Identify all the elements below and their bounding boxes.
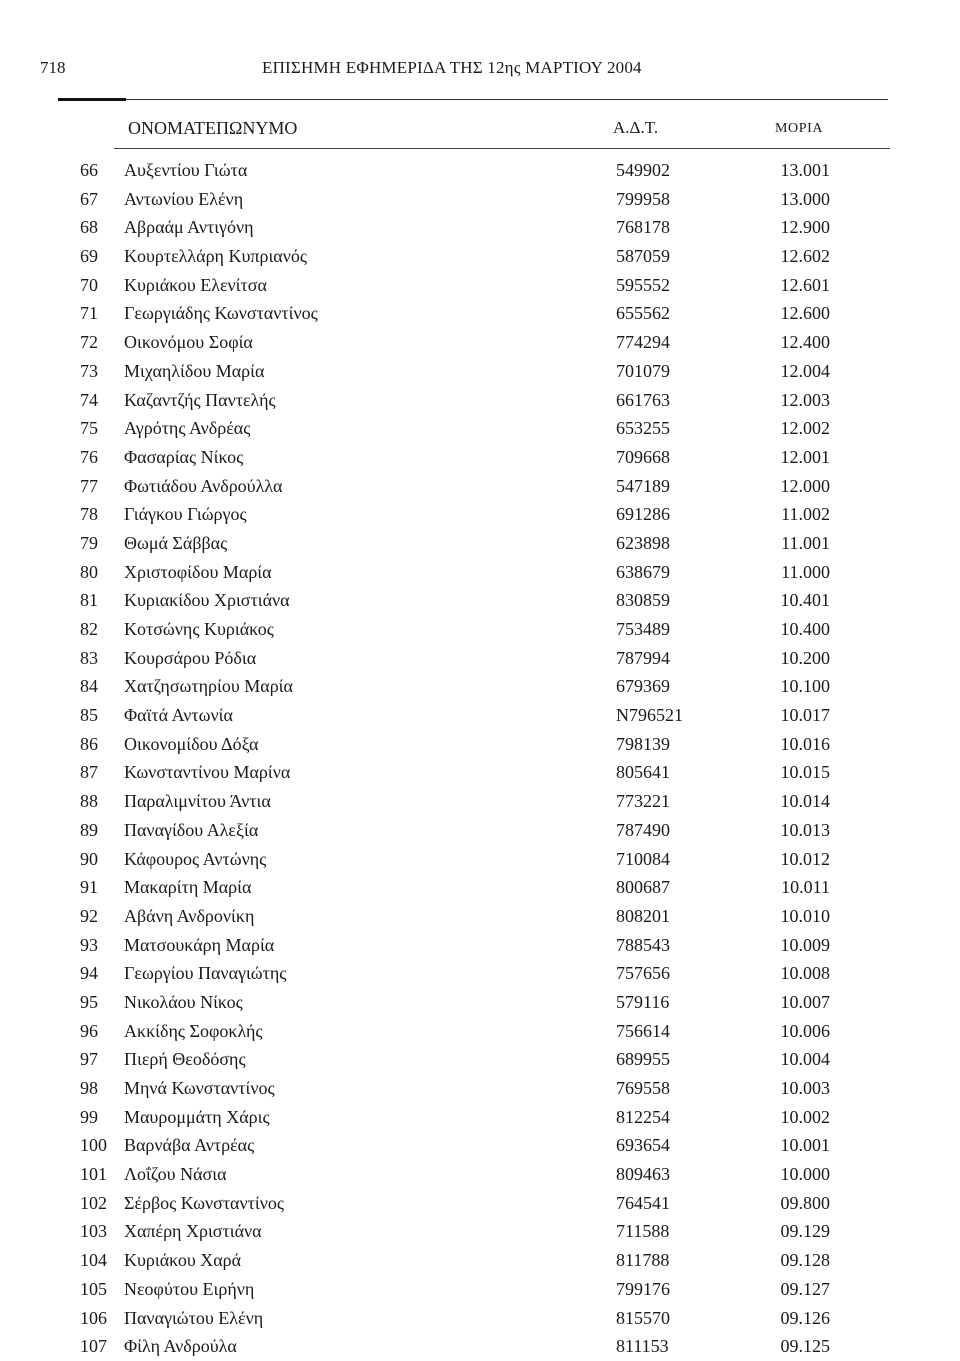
row-number: 93 — [80, 934, 98, 955]
row-number: 84 — [80, 676, 98, 697]
table-row — [0, 271, 960, 300]
row-adt: 805641 — [616, 762, 670, 783]
row-moria: 10.010 — [780, 905, 830, 926]
row-adt: 768178 — [616, 217, 670, 238]
header-rule-thick — [58, 98, 126, 101]
row-name: Νικολάου Νίκος — [124, 991, 243, 1012]
row-name: Φωτιάδου Ανδρούλλα — [124, 475, 283, 496]
row-adt: 711588 — [616, 1221, 670, 1242]
row-moria: 13.000 — [780, 188, 830, 209]
table-row — [0, 500, 960, 529]
table-row — [0, 1332, 960, 1361]
row-number: 104 — [80, 1250, 107, 1271]
table-row — [0, 931, 960, 960]
row-adt: 757656 — [616, 963, 670, 984]
table-row — [0, 1246, 960, 1275]
row-moria: 10.011 — [781, 877, 830, 898]
row-number: 68 — [80, 217, 98, 238]
row-adt: 701079 — [616, 360, 670, 381]
row-name: Οικονομίδου Δόξα — [124, 733, 259, 754]
row-adt: 710084 — [616, 848, 670, 869]
row-moria: 10.016 — [780, 733, 830, 754]
row-name: Κυριακίδου Χριστιάνα — [124, 590, 290, 611]
table-row — [0, 1189, 960, 1218]
row-moria: 12.004 — [780, 360, 830, 381]
row-moria: 10.009 — [780, 934, 830, 955]
row-name: Σέρβος Κωνσταντίνος — [124, 1192, 284, 1213]
row-moria: 12.003 — [780, 389, 830, 410]
row-number: 77 — [80, 475, 98, 496]
row-name: Νεοφύτου Ειρήνη — [124, 1278, 255, 1299]
row-adt: 653255 — [616, 418, 670, 439]
row-number: 83 — [80, 647, 98, 668]
row-number: 69 — [80, 246, 98, 267]
table-row — [0, 586, 960, 615]
row-number: 71 — [80, 303, 98, 324]
row-name: Βαρνάβα Αντρέας — [124, 1135, 255, 1156]
row-moria: 11.001 — [781, 532, 830, 553]
row-moria: 09.127 — [780, 1278, 830, 1299]
row-name: Αβάνη Ανδρονίκη — [124, 905, 255, 926]
row-adt: 691286 — [616, 504, 670, 525]
row-name: Πιερή Θεοδόσης — [124, 1049, 246, 1070]
row-number: 85 — [80, 705, 98, 726]
row-moria: 10.401 — [780, 590, 830, 611]
row-name: Χατζησωτηρίου Μαρία — [124, 676, 293, 697]
row-name: Κωνσταντίνου Μαρίνα — [124, 762, 291, 783]
row-number: 99 — [80, 1106, 98, 1127]
row-name: Φασαρίας Νίκος — [124, 446, 244, 467]
row-number: 75 — [80, 418, 98, 439]
table-row — [0, 156, 960, 185]
row-moria: 12.001 — [780, 446, 830, 467]
column-header-name: ΟΝΟΜΑΤΕΠΩΝΥΜΟ — [128, 118, 298, 138]
row-adt: 808201 — [616, 905, 670, 926]
row-number: 107 — [80, 1336, 107, 1357]
row-adt: 798139 — [616, 733, 670, 754]
row-moria: 10.006 — [780, 1020, 830, 1041]
column-header-adt: Α.Δ.Τ. — [613, 118, 659, 137]
row-number: 80 — [80, 561, 98, 582]
row-adt: 809463 — [616, 1164, 670, 1185]
row-moria: 12.900 — [780, 217, 830, 238]
row-moria: 09.126 — [780, 1307, 830, 1328]
row-number: 88 — [80, 791, 98, 812]
row-number: 101 — [80, 1164, 107, 1185]
table-row — [0, 1160, 960, 1189]
row-name: Παραλιμνίτου Άντια — [124, 791, 271, 812]
row-name: Μακαρίτη Μαρία — [124, 877, 252, 898]
table-row — [0, 730, 960, 759]
row-name: Φαϊτά Αντωνία — [124, 705, 233, 726]
table-row — [0, 1304, 960, 1333]
row-moria: 10.001 — [780, 1135, 830, 1156]
row-name: Κοτσώνης Κυριάκος — [124, 619, 274, 639]
row-number: 90 — [80, 848, 98, 869]
row-number: 100 — [80, 1135, 107, 1156]
page-number: 718 — [40, 58, 66, 77]
row-number: 95 — [80, 991, 98, 1012]
row-adt: 638679 — [616, 561, 670, 582]
row-adt: 800687 — [616, 877, 670, 898]
row-number: 67 — [80, 188, 98, 209]
row-adt: 787994 — [616, 647, 670, 668]
row-moria: 12.002 — [780, 418, 830, 439]
row-adt: 595552 — [616, 274, 670, 295]
row-number: 78 — [80, 504, 98, 525]
row-moria: 12.400 — [780, 332, 830, 353]
table-header — [0, 118, 960, 142]
row-moria: 10.007 — [780, 991, 830, 1012]
row-number: 92 — [80, 905, 98, 926]
row-adt: 787490 — [616, 819, 670, 840]
table-row — [0, 1045, 960, 1074]
row-moria: 10.400 — [780, 619, 830, 639]
row-name: Αβραάμ Αντιγόνη — [124, 217, 254, 238]
row-name: Αντωνίου Ελένη — [124, 188, 244, 209]
row-number: 96 — [80, 1020, 98, 1041]
table-row — [0, 1217, 960, 1246]
row-adt: 799176 — [616, 1278, 670, 1299]
row-number: 73 — [80, 360, 98, 381]
row-number: 82 — [80, 619, 98, 639]
page-header — [0, 58, 960, 82]
row-number: 94 — [80, 963, 98, 984]
row-name: Γεωργιάδης Κωνσταντίνος — [124, 303, 318, 324]
row-moria: 10.003 — [780, 1078, 830, 1098]
table-row — [0, 1131, 960, 1160]
row-moria: 10.002 — [780, 1106, 830, 1127]
row-adt: 753489 — [616, 619, 670, 639]
table-row — [0, 1017, 960, 1046]
table-header-rule — [114, 148, 890, 149]
row-moria: 09.128 — [780, 1250, 830, 1271]
row-adt: 830859 — [616, 590, 670, 611]
table-row — [0, 299, 960, 328]
header-rule — [126, 99, 888, 100]
row-name: Γεωργίου Παναγιώτης — [124, 963, 287, 984]
table-row — [0, 644, 960, 673]
table-row — [0, 357, 960, 386]
row-moria: 10.012 — [780, 848, 830, 869]
row-number: 87 — [80, 762, 98, 783]
table-row — [0, 845, 960, 874]
row-adt: 799958 — [616, 188, 670, 209]
table-row — [0, 787, 960, 816]
row-adt: 756614 — [616, 1020, 670, 1041]
table-row — [0, 472, 960, 501]
row-number: 91 — [80, 877, 98, 898]
row-moria: 12.600 — [780, 303, 830, 324]
row-number: 70 — [80, 274, 98, 295]
row-adt: 788543 — [616, 934, 670, 955]
row-moria: 10.100 — [780, 676, 830, 697]
row-number: 74 — [80, 389, 98, 410]
row-moria: 10.008 — [780, 963, 830, 984]
column-header-moria: ΜΟΡΙΑ — [775, 121, 824, 136]
row-adt: 773221 — [616, 791, 670, 812]
gazette-title: ΕΠΙΣΗΜΗ ΕΦΗΜΕΡΙΔΑ ΤΗΣ 12ης ΜΑΡΤΙΟΥ 2004 — [262, 58, 642, 77]
row-name: Κάφουρος Αντώνης — [124, 848, 267, 869]
row-name: Φίλη Ανδρούλα — [124, 1336, 237, 1357]
table-row — [0, 615, 960, 644]
row-moria: 10.017 — [780, 705, 830, 726]
row-moria: 09.800 — [780, 1192, 830, 1213]
row-adt: 661763 — [616, 389, 670, 410]
row-name: Παναγίδου Αλεξία — [124, 819, 259, 840]
table-row — [0, 529, 960, 558]
row-moria: 09.125 — [780, 1336, 830, 1357]
row-number: 98 — [80, 1078, 98, 1098]
row-name: Κουρσάρου Ρόδια — [124, 647, 257, 668]
row-adt: 811153 — [616, 1336, 669, 1357]
row-name: Θωμά Σάββας — [124, 532, 228, 553]
table-row — [0, 242, 960, 271]
table-row — [0, 328, 960, 357]
table-row — [0, 1074, 960, 1103]
table-row — [0, 816, 960, 845]
row-adt: 815570 — [616, 1307, 670, 1328]
row-name: Κυριάκου Ελενίτσα — [124, 274, 267, 295]
row-adt: 764541 — [616, 1192, 670, 1213]
row-moria: 12.000 — [780, 475, 830, 496]
row-adt: 774294 — [616, 332, 670, 353]
row-adt: Ν796521 — [616, 705, 683, 726]
row-number: 103 — [80, 1221, 107, 1242]
table-row — [0, 988, 960, 1017]
row-adt: 689955 — [616, 1049, 670, 1070]
row-adt: 811788 — [616, 1250, 670, 1271]
row-name: Αγρότης Ανδρέας — [124, 418, 251, 439]
row-adt: 549902 — [616, 160, 670, 180]
table-row — [0, 443, 960, 472]
row-name: Ακκίδης Σοφοκλής — [124, 1020, 263, 1041]
row-adt: 655562 — [616, 303, 670, 324]
row-adt: 769558 — [616, 1078, 670, 1098]
row-moria: 10.004 — [780, 1049, 830, 1070]
row-moria: 09.129 — [780, 1221, 830, 1242]
row-moria: 13.001 — [780, 160, 830, 180]
row-name: Καζαντζής Παντελής — [124, 389, 276, 410]
row-name: Μαυρομμάτη Χάρις — [124, 1106, 270, 1127]
row-number: 79 — [80, 532, 98, 553]
table-row — [0, 185, 960, 214]
row-name: Αυξεντίου Γιώτα — [124, 160, 248, 180]
row-number: 81 — [80, 590, 98, 611]
row-moria: 10.014 — [780, 791, 830, 812]
table-row — [0, 758, 960, 787]
row-moria: 11.000 — [781, 561, 830, 582]
row-number: 106 — [80, 1307, 107, 1328]
row-name: Χριστοφίδου Μαρία — [124, 561, 272, 582]
row-adt: 812254 — [616, 1106, 670, 1127]
row-number: 76 — [80, 446, 98, 467]
row-name: Μηνά Κωνσταντίνος — [124, 1078, 275, 1098]
table-row — [0, 558, 960, 587]
row-moria: 12.602 — [780, 246, 830, 267]
row-name: Κυριάκου Χαρά — [124, 1250, 242, 1271]
row-adt: 547189 — [616, 475, 670, 496]
row-number: 66 — [80, 160, 98, 180]
row-adt: 579116 — [616, 991, 670, 1012]
row-name: Λοΐζου Νάσια — [124, 1164, 227, 1185]
row-number: 97 — [80, 1049, 98, 1070]
row-moria: 10.013 — [780, 819, 830, 840]
table-row — [0, 959, 960, 988]
table-row — [0, 414, 960, 443]
row-adt: 623898 — [616, 532, 670, 553]
row-number: 89 — [80, 819, 98, 840]
row-name: Χαπέρη Χριστιάνα — [124, 1221, 262, 1242]
row-name: Ματσουκάρη Μαρία — [124, 934, 275, 955]
row-name: Οικονόμου Σοφία — [124, 332, 253, 353]
row-number: 105 — [80, 1278, 107, 1299]
row-name: Παναγιώτου Ελένη — [124, 1307, 264, 1328]
row-adt: 709668 — [616, 446, 670, 467]
row-number: 102 — [80, 1192, 107, 1213]
table-row — [0, 902, 960, 931]
table-row — [0, 386, 960, 415]
table-row — [0, 213, 960, 242]
table-row — [0, 672, 960, 701]
row-name: Μιχαηλίδου Μαρία — [124, 360, 265, 381]
row-moria: 10.015 — [780, 762, 830, 783]
row-adt: 693654 — [616, 1135, 670, 1156]
row-name: Γιάγκου Γιώργος — [124, 504, 247, 525]
row-moria: 10.000 — [780, 1164, 830, 1185]
table-row — [0, 701, 960, 730]
table-row — [0, 1275, 960, 1304]
table-row — [0, 1103, 960, 1132]
row-moria: 10.200 — [780, 647, 830, 668]
table-row — [0, 873, 960, 902]
table-body — [0, 156, 960, 1361]
row-number: 86 — [80, 733, 98, 754]
row-moria: 12.601 — [780, 274, 830, 295]
row-adt: 679369 — [616, 676, 670, 697]
row-number: 72 — [80, 332, 98, 353]
row-adt: 587059 — [616, 246, 670, 267]
row-name: Κουρτελλάρη Κυπριανός — [124, 246, 307, 267]
row-moria: 11.002 — [781, 504, 830, 525]
